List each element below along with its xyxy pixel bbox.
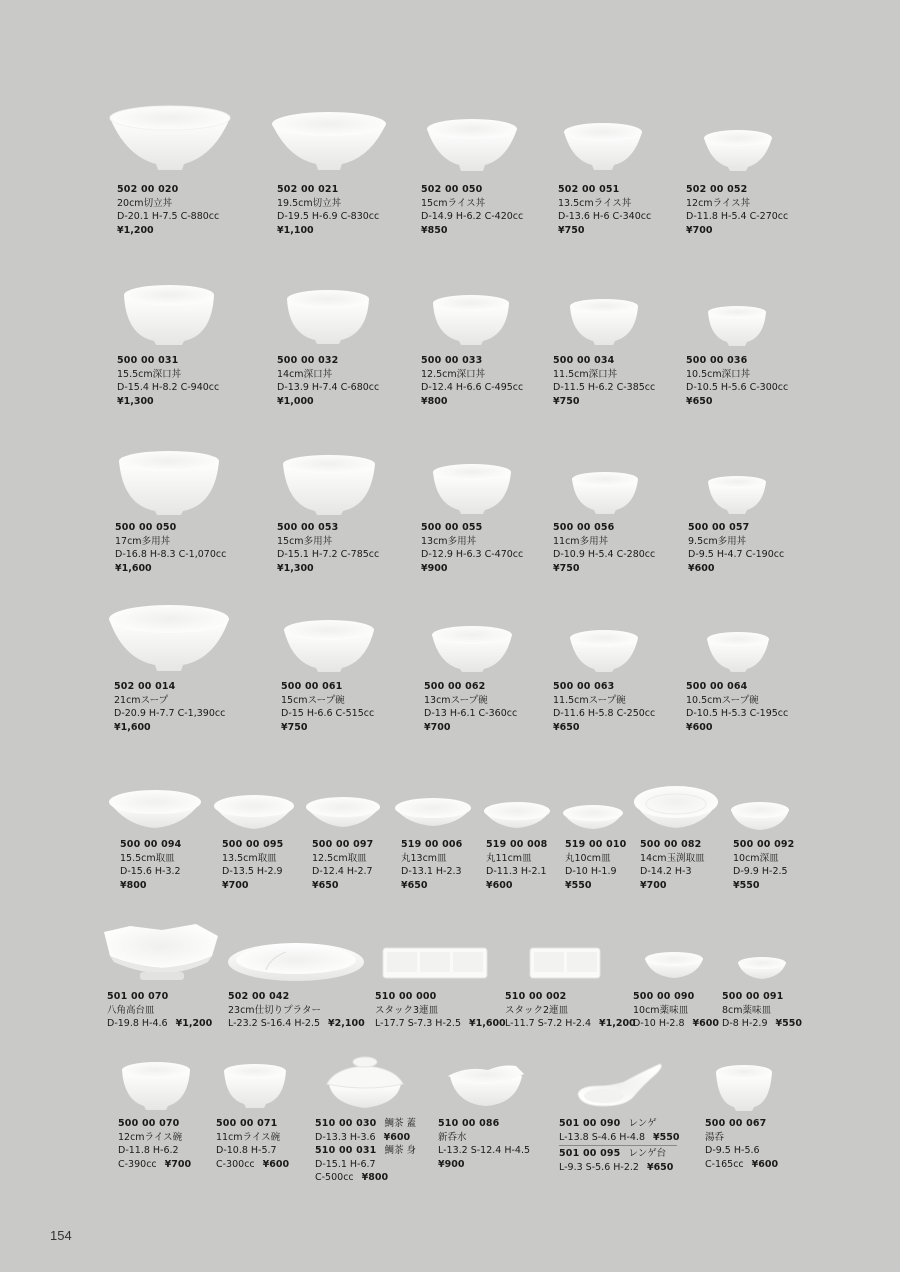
- product-price: ¥700: [164, 1158, 192, 1170]
- product-code: 500 00 036: [686, 355, 748, 366]
- product-name: 丸13cm皿: [401, 852, 447, 864]
- product-code: 519 00 008: [486, 839, 548, 850]
- product-dims: D-13.5 H-2.9: [222, 866, 283, 877]
- product-code: 500 00 064: [686, 681, 748, 692]
- product-price: ¥900: [421, 562, 448, 574]
- product-dims: D-9.9 H-2.5: [733, 866, 788, 877]
- product-dims: D-10 H-1.9: [565, 866, 617, 877]
- product-name: スタック2連皿: [505, 1004, 569, 1016]
- product-dims: D-10.5 H-5.6 C-300cc: [686, 382, 789, 393]
- bowl-image: [431, 293, 511, 347]
- product-code: 502 00 020: [117, 184, 179, 195]
- product-name: 12.5cm深口丼: [421, 368, 486, 380]
- product-name: 14cm深口丼: [277, 368, 333, 380]
- plate-image: [482, 800, 552, 832]
- product-name: 11.5cmスープ碗: [553, 694, 626, 706]
- product-name: スタック3連皿: [375, 1004, 439, 1016]
- product-dims: D-19.8 H-4.6: [107, 1018, 168, 1029]
- product-price: ¥900: [438, 1158, 465, 1170]
- product-price: ¥850: [421, 224, 448, 236]
- bowl-image: [117, 449, 221, 517]
- product-name: 13cm多用丼: [421, 535, 477, 547]
- double-dish-image: [528, 946, 602, 982]
- product-price: ¥550: [653, 1131, 680, 1143]
- product-price: ¥600: [262, 1158, 290, 1170]
- product-code: 500 00 031: [117, 355, 179, 366]
- product-price: ¥650: [686, 395, 713, 407]
- product-dims: D-13.1 H-2.3: [401, 866, 462, 877]
- product-dims: L-23.2 S-16.4 H-2.5: [228, 1018, 321, 1029]
- product-name: 15cm多用丼: [277, 535, 333, 547]
- product-dims: D-11.8 H-5.4 C-270cc: [686, 211, 789, 222]
- product-price: ¥600: [751, 1158, 779, 1170]
- product-code: 500 00 070: [118, 1118, 180, 1129]
- bowl-image: [430, 624, 514, 674]
- plate-image: [632, 784, 720, 832]
- plate-image: [393, 796, 473, 830]
- product-dims: D-13 H-6.1 C-360cc: [424, 708, 518, 719]
- product-code: 500 00 032: [277, 355, 339, 366]
- triple-dish-image: [381, 946, 489, 982]
- product-capacity: C-500cc: [315, 1172, 354, 1183]
- product-code: 500 00 056: [553, 522, 615, 533]
- product-code: 510 00 031: [315, 1145, 377, 1156]
- octagonal-plate-image: [100, 922, 222, 982]
- product-code: 500 00 034: [553, 355, 615, 366]
- product-name: 15cmスープ碗: [281, 694, 345, 706]
- product-dims: D-11.6 H-5.8 C-250cc: [553, 708, 656, 719]
- product-price: ¥550: [733, 879, 760, 891]
- product-capacity: C-390cc: [118, 1158, 157, 1170]
- divided-platter-image: [226, 940, 366, 984]
- product-code: 502 00 052: [686, 184, 748, 195]
- product-price: ¥2,100: [328, 1018, 365, 1029]
- bowl-image: [568, 628, 640, 674]
- product-name: 20cm切立丼: [117, 197, 173, 209]
- product-dims: D-10.9 H-5.4 C-280cc: [553, 549, 656, 560]
- product-code: 500 00 053: [277, 522, 339, 533]
- product-capacity: C-165cc: [705, 1158, 744, 1170]
- product-code: 500 00 097: [312, 839, 374, 850]
- small-dish-image: [736, 955, 788, 983]
- product-dims: D-10.5 H-5.3 C-195cc: [686, 708, 789, 719]
- product-code: 500 00 057: [688, 522, 750, 533]
- product-dims: L-17.7 S-7.3 H-2.5: [375, 1018, 461, 1029]
- product-name: 19.5cm切立丼: [277, 197, 342, 209]
- plate-image: [107, 788, 203, 832]
- teacup-image: [714, 1063, 774, 1113]
- product-price: ¥1,600: [115, 562, 152, 574]
- product-code: 510 00 086: [438, 1118, 500, 1129]
- product-price: ¥600: [486, 879, 513, 891]
- bowl-image: [270, 110, 388, 172]
- product-name: 23cm仕切りプラター: [228, 1004, 321, 1016]
- product-code: 502 00 014: [114, 681, 176, 692]
- bowl-image: [568, 297, 640, 347]
- product-dims: D-15.1 H-6.7: [315, 1158, 376, 1170]
- product-price: ¥1,600: [114, 721, 151, 733]
- product-price: ¥700: [640, 879, 667, 891]
- product-price: ¥1,300: [277, 562, 314, 574]
- bowl-image: [706, 474, 768, 516]
- product-dims: D-8 H-2.9: [722, 1018, 768, 1029]
- product-code: 510 00 000: [375, 991, 437, 1002]
- product-price: ¥750: [281, 721, 308, 733]
- product-name: 14cm玉渕取皿: [640, 852, 705, 864]
- product-code: 500 00 050: [115, 522, 177, 533]
- product-price: ¥1,100: [277, 224, 314, 236]
- rice-bowl-image: [222, 1062, 288, 1110]
- bowl-image: [570, 470, 640, 516]
- product-price: ¥800: [120, 879, 147, 891]
- product-code: 502 00 051: [558, 184, 620, 195]
- product-dims: D-14.2 H-3: [640, 866, 692, 877]
- product-dims: D-12.4 H-2.7: [312, 866, 373, 877]
- product-dims: D-15 H-6.6 C-515cc: [281, 708, 375, 719]
- product-code: 500 00 090: [633, 991, 695, 1002]
- product-dims: D-15.1 H-7.2 C-785cc: [277, 549, 380, 560]
- product-code: 510 00 030: [315, 1118, 377, 1129]
- product-name: 21cmスープ: [114, 694, 169, 706]
- product-price: ¥1,200: [175, 1018, 213, 1029]
- product-price: ¥1,200: [117, 224, 154, 236]
- product-name: 八角高台皿: [107, 1004, 155, 1016]
- product-code: 500 00 071: [216, 1118, 278, 1129]
- product-code: 519 00 006: [401, 839, 463, 850]
- plate-image: [729, 800, 791, 834]
- product-name: 湯呑: [705, 1131, 725, 1143]
- product-code: 500 00 094: [120, 839, 182, 850]
- product-name: 12cmライス丼: [686, 197, 751, 209]
- page-number: 154: [50, 1228, 72, 1243]
- bowl-image: [425, 117, 519, 173]
- product-dims: D-10 H-2.8: [633, 1018, 685, 1029]
- product-dims: D-11.3 H-2.1: [486, 866, 547, 877]
- product-name: 10.5cmスープ碗: [686, 694, 759, 706]
- plate-image: [304, 795, 382, 831]
- product-price: ¥600: [692, 1018, 719, 1029]
- product-dims: D-15.4 H-8.2 C-940cc: [117, 382, 220, 393]
- product-code: 519 00 010: [565, 839, 627, 850]
- product-price: ¥650: [401, 879, 428, 891]
- product-price: ¥650: [312, 879, 339, 891]
- bowl-image: [431, 462, 513, 516]
- small-dish-image: [643, 950, 705, 982]
- product-dims: D-20.1 H-7.5 C-880cc: [117, 211, 220, 222]
- rice-bowl-image: [120, 1060, 192, 1112]
- product-dims: D-11.8 H-6.2: [118, 1145, 179, 1156]
- product-price: ¥700: [686, 224, 713, 236]
- product-price: ¥1,300: [117, 395, 154, 407]
- product-dims: D-11.5 H-6.2 C-385cc: [553, 382, 656, 393]
- plate-image: [212, 793, 296, 833]
- bowl-image: [122, 283, 216, 347]
- product-name: 8cm薬味皿: [722, 1004, 772, 1016]
- product-name: 13cmスープ碗: [424, 694, 488, 706]
- product-capacity: C-300cc: [216, 1158, 255, 1170]
- product-name: 10cm薬味皿: [633, 1004, 689, 1016]
- product-name: 15.5cm深口丼: [117, 368, 182, 380]
- product-dims: D-15.6 H-3.2: [120, 866, 181, 877]
- product-price: ¥550: [565, 879, 592, 891]
- product-price: ¥600: [688, 562, 715, 574]
- divider: [559, 1145, 677, 1146]
- product-code: 500 00 067: [705, 1118, 767, 1129]
- product-code: 500 00 091: [722, 991, 784, 1002]
- product-name: 10cm深皿: [733, 852, 779, 864]
- bowl-image: [562, 122, 644, 172]
- product-name: 13.5cm取皿: [222, 852, 277, 864]
- product-price: ¥650: [646, 1161, 674, 1173]
- product-dims: D-16.8 H-8.3 C-1,070cc: [115, 549, 227, 560]
- product-name: レンゲ: [628, 1118, 657, 1129]
- product-code: 501 00 090: [559, 1118, 621, 1129]
- bowl-image: [285, 288, 371, 346]
- product-price: ¥650: [553, 721, 580, 733]
- bowl-image: [282, 618, 376, 674]
- product-name: 鯛茶 身: [384, 1145, 417, 1156]
- product-code: 501 00 070: [107, 991, 169, 1002]
- product-price: ¥750: [553, 562, 580, 574]
- product-code: 502 00 050: [421, 184, 483, 195]
- product-code: 510 00 002: [505, 991, 567, 1002]
- product-code: 500 00 055: [421, 522, 483, 533]
- product-name: 12cmライス碗: [118, 1131, 183, 1143]
- product-price: ¥1,600: [469, 1018, 506, 1029]
- product-name: 11.5cm深口丼: [553, 368, 618, 380]
- product-code: 501 00 095: [559, 1148, 621, 1159]
- product-code: 500 00 033: [421, 355, 483, 366]
- product-name: 17cm多用丼: [115, 535, 171, 547]
- product-code: 500 00 063: [553, 681, 615, 692]
- bowl-image: [281, 453, 377, 517]
- plate-image: [561, 803, 625, 833]
- product-price: ¥600: [383, 1131, 411, 1143]
- product-code: 500 00 095: [222, 839, 284, 850]
- product-dims: D-9.5 H-5.6: [705, 1145, 760, 1156]
- bowl-image: [108, 104, 232, 174]
- product-price: ¥700: [424, 721, 451, 733]
- product-dims: L-11.7 S-7.2 H-2.4: [505, 1018, 591, 1029]
- product-dims: L-13.2 S-12.4 H-4.5: [438, 1145, 531, 1156]
- product-dims: D-13.9 H-7.4 C-680cc: [277, 382, 380, 393]
- product-dims: D-13.3 H-3.6: [315, 1131, 376, 1143]
- product-name: 9.5cm多用丼: [688, 535, 747, 547]
- bowl-image: [107, 603, 231, 673]
- product-code: 500 00 061: [281, 681, 343, 692]
- product-name: 11cmライス碗: [216, 1131, 281, 1143]
- product-dims: D-19.5 H-6.9 C-830cc: [277, 211, 380, 222]
- renge-spoon-image: [576, 1062, 664, 1110]
- product-price: ¥600: [686, 721, 713, 733]
- product-dims: D-10.8 H-5.7: [216, 1145, 277, 1156]
- product-name: 13.5cmライス丼: [558, 197, 632, 209]
- product-code: 500 00 082: [640, 839, 702, 850]
- product-name: 15cmライス丼: [421, 197, 486, 209]
- product-dims: D-14.9 H-6.2 C-420cc: [421, 211, 524, 222]
- product-code: 502 00 021: [277, 184, 339, 195]
- product-dims: D-20.9 H-7.7 C-1,390cc: [114, 708, 226, 719]
- product-code: 500 00 062: [424, 681, 486, 692]
- product-dims: D-13.6 H-6 C-340cc: [558, 211, 652, 222]
- product-dims: D-9.5 H-4.7 C-190cc: [688, 549, 785, 560]
- bowl-image: [702, 129, 774, 173]
- product-price: ¥550: [775, 1018, 802, 1029]
- product-code: 500 00 092: [733, 839, 795, 850]
- product-name: レンゲ台: [628, 1148, 667, 1159]
- product-price: ¥750: [553, 395, 580, 407]
- product-name: 12.5cm取皿: [312, 852, 367, 864]
- product-dims: D-12.4 H-6.6 C-495cc: [421, 382, 524, 393]
- lidded-bowl-image: [325, 1054, 405, 1112]
- product-price: ¥800: [421, 395, 448, 407]
- product-price: ¥800: [361, 1172, 389, 1183]
- product-name: 新呑水: [438, 1131, 467, 1143]
- product-name: 丸10cm皿: [565, 852, 611, 864]
- product-dims: L-13.8 S-4.6 H-4.8: [559, 1131, 645, 1143]
- product-price: ¥750: [558, 224, 585, 236]
- product-name: 鯛茶 蓋: [384, 1118, 417, 1129]
- product-dims: L-9.3 S-5.6 H-2.2: [559, 1161, 639, 1173]
- product-name: 丸11cm皿: [486, 852, 532, 864]
- product-price: ¥1,000: [277, 395, 314, 407]
- product-name: 10.5cm深口丼: [686, 368, 751, 380]
- bowl-image: [706, 304, 768, 348]
- product-name: 11cm多用丼: [553, 535, 609, 547]
- product-dims: D-12.9 H-6.3 C-470cc: [421, 549, 524, 560]
- product-price: ¥700: [222, 879, 249, 891]
- bowl-image: [705, 630, 771, 674]
- product-name: 15.5cm取皿: [120, 852, 175, 864]
- tonsui-bowl-image: [446, 1062, 526, 1110]
- product-price: ¥1,200: [599, 1018, 636, 1029]
- product-code: 502 00 042: [228, 991, 290, 1002]
